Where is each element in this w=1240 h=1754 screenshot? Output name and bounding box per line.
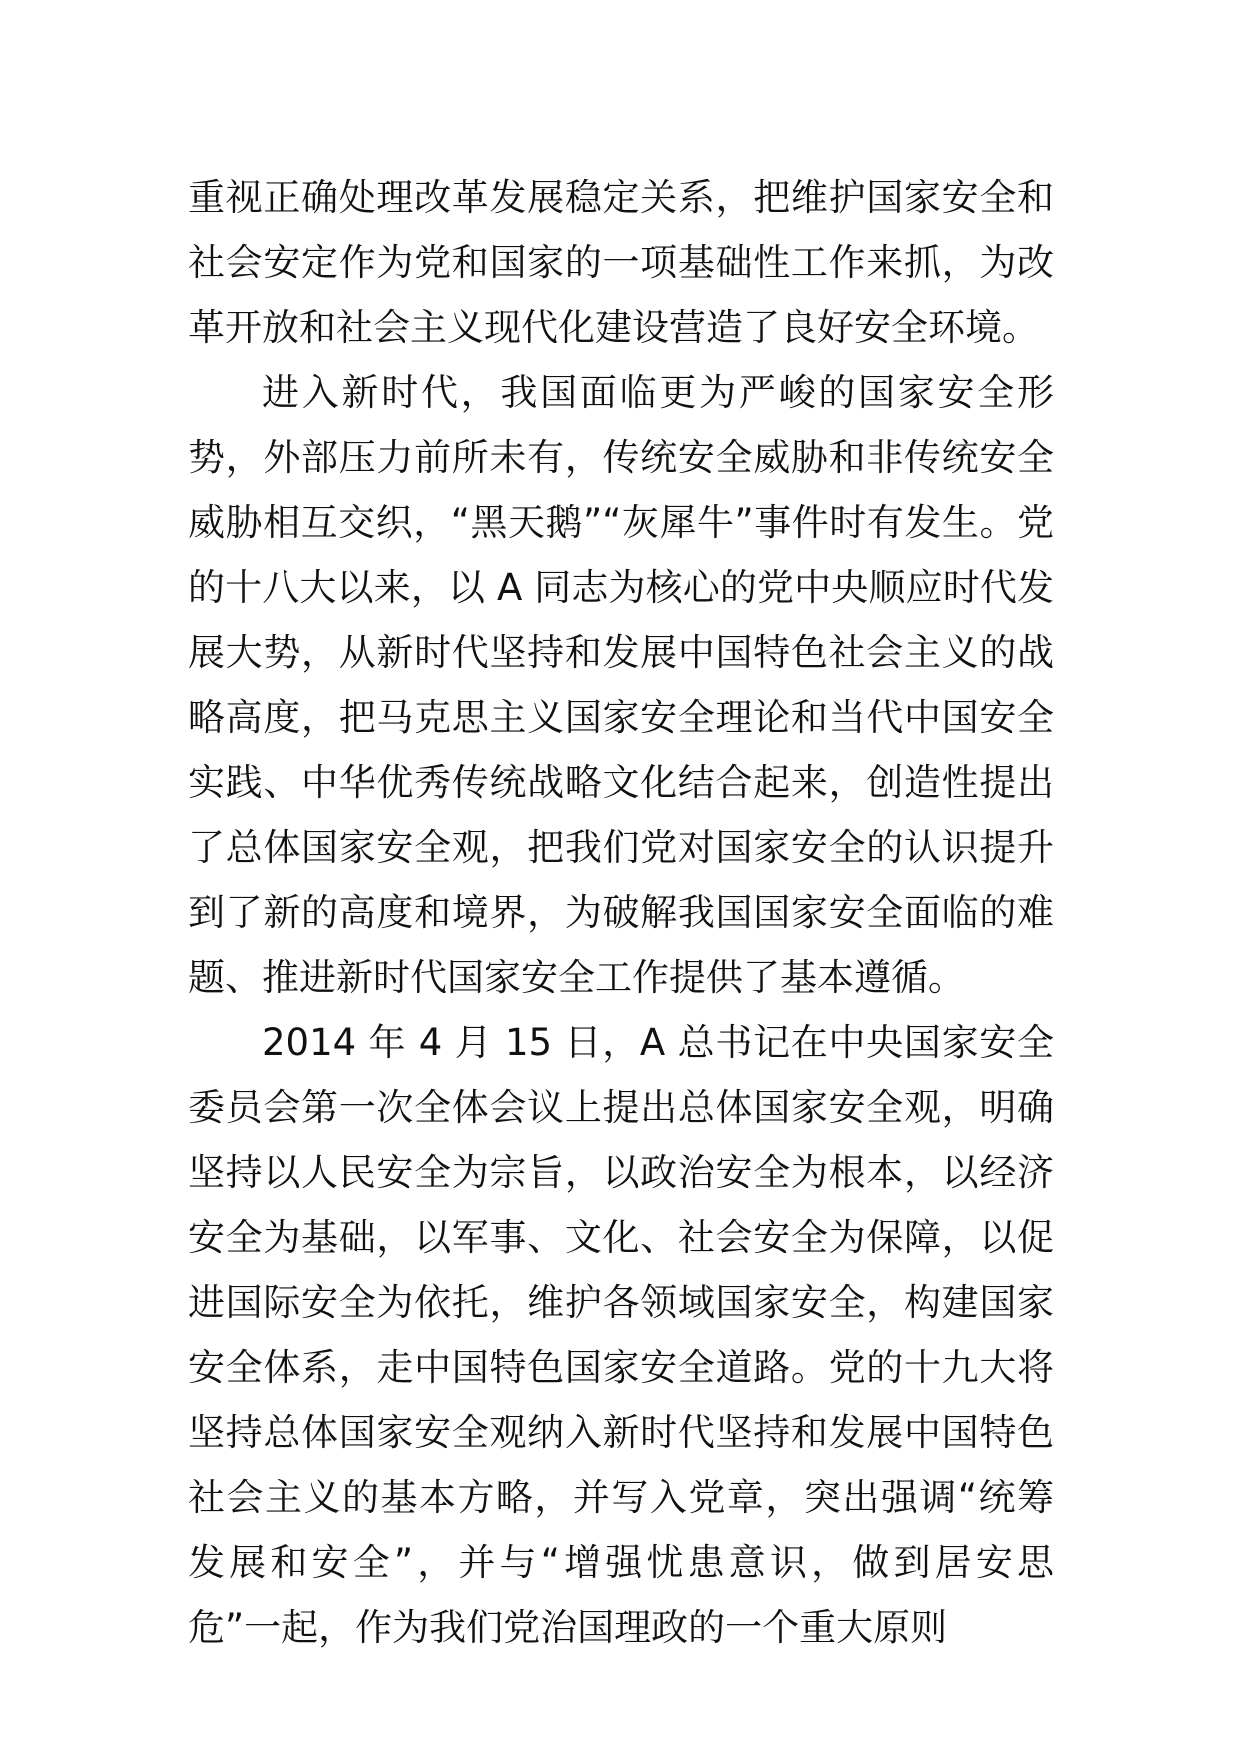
document-page — [188, 165, 1054, 1660]
paragraph-2014: 2014 年 4 月 15 日，A 总书记在中央国家安全委员会第一次全体会议上提出总体国家安全观，明确坚持以人民安全为宗旨，以政治安全为根本，以经济安全为基础，以军事、文化、社会安全为保障，以促进国际安全为依托，维护各领域国家安全，构建国家安全体系，走中国特色国家安全道路。党的十九大将坚持总体国家安全观纳入新时代坚持和发展中国特色社会主义的基本方略，并写入党章，突出强调“统筹发展和安全”，并与“增强忧患意识，做到居安思危”一起，作为我们党治国理政的一个重大原则 — [188, 1021, 1054, 1649]
paragraph-new-era: 进入新时代，我国面临更为严峻的国家安全形势，外部压力前所未有，传统安全威胁和非传统安全威胁相互交织，“黑天鹅”“灰犀牛”事件时有发生。党的十八大以来，以 A 同志为核心的党中央顺应时代发展大势，从新时代坚持和发展中国特色社会主义的战略高度，把马克思主义国家安全理论和当代中国安全实践、中华优秀传统战略文化结合起来，创造性提出了总体国家安全观，把我们党对国家安全的认识提升到了新的高度和境界，为破解我国国家安全面临的难题、推进新时代国家安全工作提供了基本遵循。 — [188, 371, 1054, 999]
paragraph-continued: 重视正确处理改革发展稳定关系，把维护国家安全和社会安定作为党和国家的一项基础性工作来抓，为改革开放和社会主义现代化建设营造了良好安全环境。 — [188, 176, 1054, 349]
